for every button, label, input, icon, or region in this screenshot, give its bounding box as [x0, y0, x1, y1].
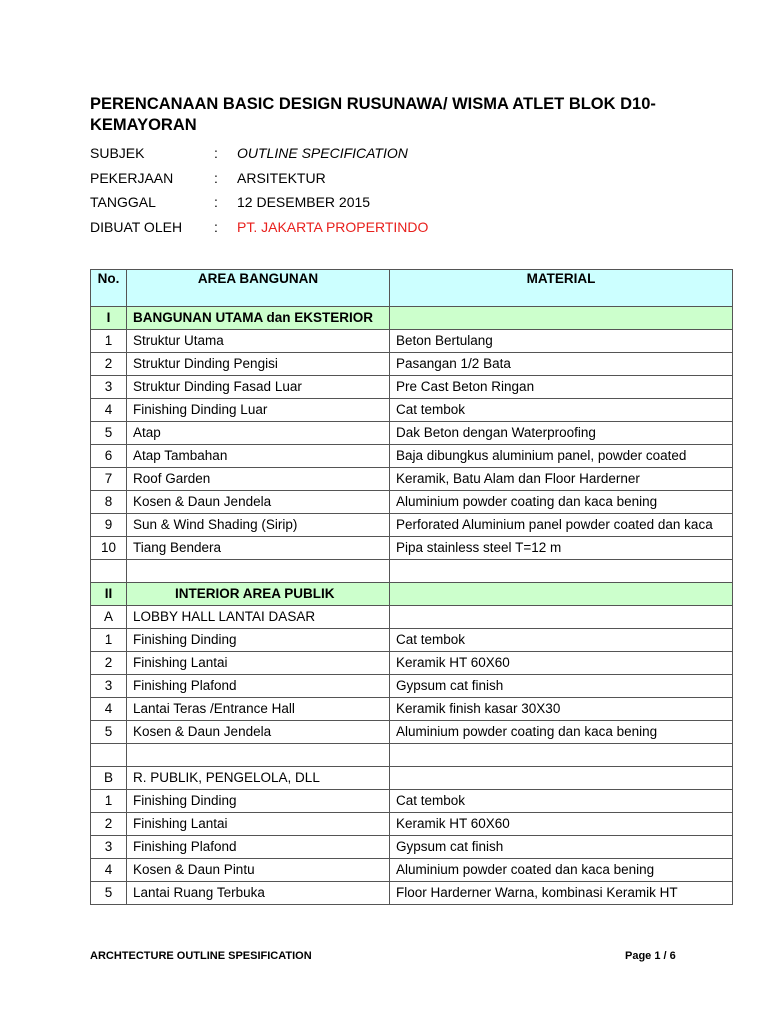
cell-material [390, 606, 733, 629]
cell-area: Sun & Wind Shading (Sirip) [127, 514, 390, 537]
table-row [91, 537, 733, 560]
cell-no: 10 [91, 537, 127, 560]
table-row [91, 468, 733, 491]
table-row [91, 790, 733, 813]
cell-no: 3 [91, 675, 127, 698]
cell-area: Struktur Dinding Pengisi [127, 353, 390, 376]
cell-no: B [91, 767, 127, 790]
section-row [91, 307, 733, 330]
table-row [91, 813, 733, 836]
table-header-row [91, 270, 733, 307]
cell-no [91, 744, 127, 767]
cell-material: Dak Beton dengan Waterproofing [390, 422, 733, 445]
cell-material: Cat tembok [390, 399, 733, 422]
cell-no: 1 [91, 629, 127, 652]
cell-area: Roof Garden [127, 468, 390, 491]
header-material: MATERIAL [390, 270, 733, 307]
cell-material: Aluminium powder coated dan kaca bening [390, 859, 733, 882]
cell-no: 5 [91, 721, 127, 744]
cell-material: Beton Bertulang [390, 330, 733, 353]
cell-area [127, 560, 390, 583]
meta-colon: : [214, 194, 218, 210]
meta-colon: : [214, 145, 218, 161]
cell-no: 3 [91, 376, 127, 399]
cell-material [390, 307, 733, 330]
cell-no [91, 560, 127, 583]
cell-material: Pre Cast Beton Ringan [390, 376, 733, 399]
table-row [91, 376, 733, 399]
cell-area: LOBBY HALL LANTAI DASAR [127, 606, 390, 629]
cell-no: A [91, 606, 127, 629]
cell-no: 1 [91, 790, 127, 813]
table-row [91, 698, 733, 721]
cell-no: 5 [91, 882, 127, 905]
cell-material: Pasangan 1/2 Bata [390, 353, 733, 376]
table-row [91, 629, 733, 652]
meta-colon: : [214, 218, 218, 235]
cell-material: Baja dibungkus aluminium panel, powder coated [390, 445, 733, 468]
cell-no: 2 [91, 353, 127, 376]
cell-material: Aluminium powder coating dan kaca bening [390, 491, 733, 514]
meta-value-company: PT. JAKARTA PROPERTINDO [237, 218, 429, 235]
cell-material: Aluminium powder coating dan kaca bening [390, 721, 733, 744]
table-row [91, 514, 733, 537]
cell-no: I [91, 307, 127, 330]
table-row [91, 836, 733, 859]
document-title: PERENCANAAN BASIC DESIGN RUSUNAWA/ WISMA ATLET BLOK D10-KEMAYORAN [90, 95, 656, 134]
cell-no: II [91, 583, 127, 606]
table-row [91, 652, 733, 675]
cell-no: 5 [91, 422, 127, 445]
cell-area: Lantai Teras /Entrance Hall [127, 698, 390, 721]
cell-material: Floor Harderner Warna, kombinasi Keramik HT [390, 882, 733, 905]
cell-area: BANGUNAN UTAMA dan EKSTERIOR [127, 307, 390, 330]
blank-row [91, 560, 733, 583]
cell-area: Kosen & Daun Jendela [127, 721, 390, 744]
cell-no: 4 [91, 399, 127, 422]
cell-material: Keramik finish kasar 30X30 [390, 698, 733, 721]
cell-area: Atap Tambahan [127, 445, 390, 468]
cell-area: Finishing Lantai [127, 813, 390, 836]
blank-row [91, 744, 733, 767]
header-no: No. [91, 270, 127, 307]
cell-area: Finishing Plafond [127, 836, 390, 859]
cell-material [390, 744, 733, 767]
cell-area: Atap [127, 422, 390, 445]
cell-no: 4 [91, 698, 127, 721]
specification-table [90, 269, 733, 905]
cell-area: Finishing Dinding [127, 629, 390, 652]
table-row [91, 422, 733, 445]
cell-material [390, 583, 733, 606]
meta-colon: : [214, 169, 218, 186]
cell-material [390, 560, 733, 583]
cell-no: 7 [91, 468, 127, 491]
cell-no: 9 [91, 514, 127, 537]
meta-label: TANGGAL [90, 194, 156, 210]
cell-no: 2 [91, 652, 127, 675]
cell-no: 6 [91, 445, 127, 468]
cell-area: Finishing Plafond [127, 675, 390, 698]
meta-label: SUBJEK [90, 145, 145, 161]
cell-material: Keramik HT 60X60 [390, 813, 733, 836]
cell-no: 2 [91, 813, 127, 836]
table-row [91, 330, 733, 353]
cell-area: Finishing Lantai [127, 652, 390, 675]
table-row [91, 491, 733, 514]
meta-value-tanggal: 12 DESEMBER 2015 [237, 194, 371, 210]
table-row [91, 721, 733, 744]
table-row [91, 399, 733, 422]
cell-area [127, 744, 390, 767]
cell-no: 4 [91, 859, 127, 882]
table-row [91, 882, 733, 905]
meta-value-pekerjaan: ARSITEKTUR [237, 169, 326, 186]
cell-area: Kosen & Daun Jendela [127, 491, 390, 514]
cell-area: Finishing Dinding Luar [127, 399, 390, 422]
table-row [91, 675, 733, 698]
cell-material: Perforated Aluminium panel powder coated dan kaca [390, 514, 733, 537]
section-row [91, 583, 733, 606]
cell-area: Struktur Utama [127, 330, 390, 353]
cell-no: 1 [91, 330, 127, 353]
cell-material: Cat tembok [390, 629, 733, 652]
cell-material: Gypsum cat finish [390, 675, 733, 698]
table-row [91, 859, 733, 882]
cell-material: Cat tembok [390, 790, 733, 813]
cell-no: 3 [91, 836, 127, 859]
cell-area: R. PUBLIK, PENGELOLA, DLL [127, 767, 390, 790]
cell-no: 8 [91, 491, 127, 514]
cell-area: Tiang Bendera [127, 537, 390, 560]
cell-area: Lantai Ruang Terbuka [127, 882, 390, 905]
table-body [91, 307, 733, 905]
meta-value-subjek: OUTLINE SPECIFICATION [237, 145, 408, 161]
page-number: Page 1 / 6 [625, 950, 676, 962]
cell-area: INTERIOR AREA PUBLIK [127, 583, 390, 606]
cell-area: Finishing Dinding [127, 790, 390, 813]
cell-area: Struktur Dinding Fasad Luar [127, 376, 390, 399]
table-row [91, 445, 733, 468]
table-row [91, 606, 733, 629]
footer-title: ARCHTECTURE OUTLINE SPESIFICATION [90, 950, 312, 962]
meta-label: DIBUAT OLEH [90, 218, 183, 235]
cell-material: Keramik HT 60X60 [390, 652, 733, 675]
cell-material: Keramik, Batu Alam dan Floor Harderner [390, 468, 733, 491]
table-row [91, 767, 733, 790]
cell-material: Pipa stainless steel T=12 m [390, 537, 733, 560]
cell-material: Gypsum cat finish [390, 836, 733, 859]
cell-material [390, 767, 733, 790]
table-row [91, 353, 733, 376]
meta-label: PEKERJAAN [90, 169, 174, 186]
header-area: AREA BANGUNAN [127, 270, 390, 307]
cell-area: Kosen & Daun Pintu [127, 859, 390, 882]
